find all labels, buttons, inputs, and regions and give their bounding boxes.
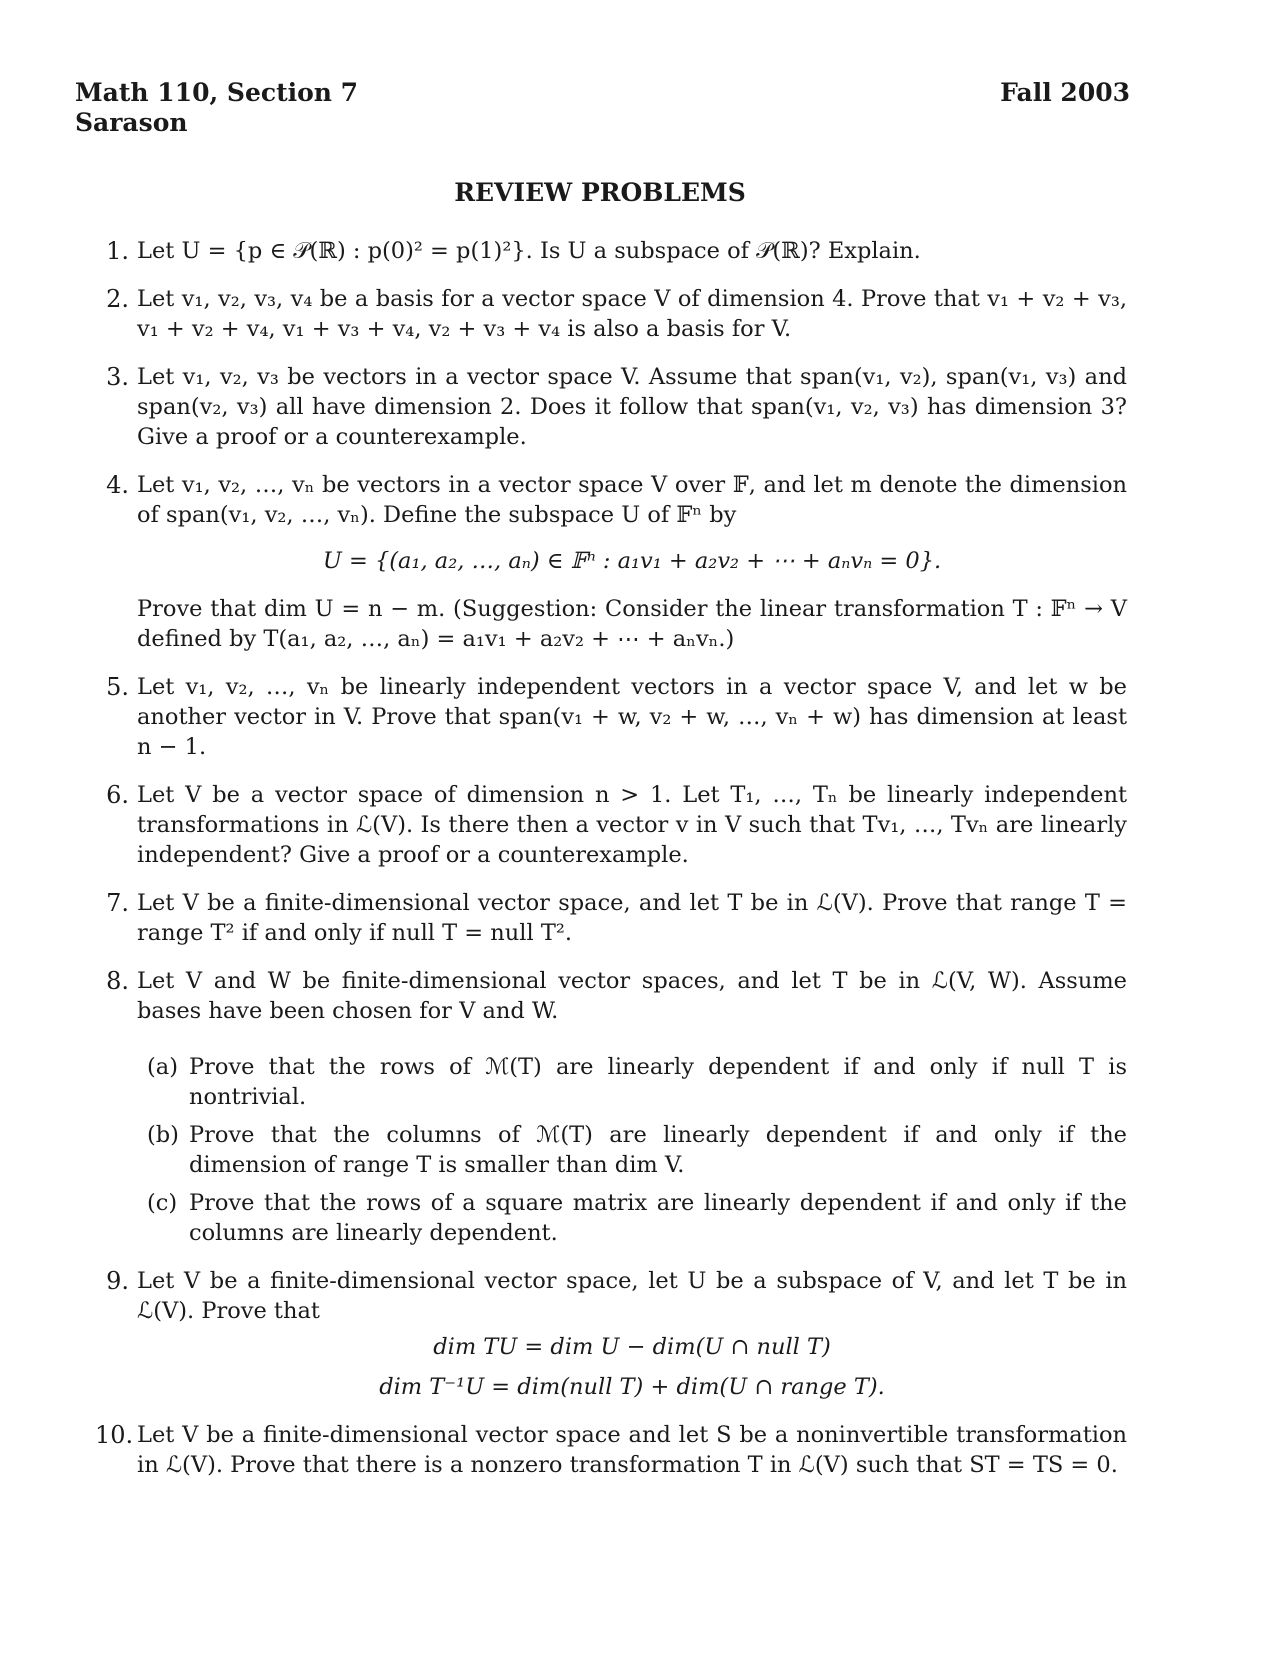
problem-number: 5.: [106, 673, 129, 701]
problem-text: Let v₁, v₂, v₃, v₄ be a basis for a vector space V of dimension 4. Prove that v₁ + v₂ + v₃, v₁ + v₂ + v₄, v₁ + v₃ + v₄, v₂ + v₃ + v₄ is also a basis for V.: [137, 286, 1127, 342]
problem-10: [95, 1420, 1127, 1480]
problem-2: [95, 284, 1127, 344]
problem-5: [95, 672, 1127, 762]
problem-text: Let v₁, v₂, v₃ be vectors in a vector space V. Assume that span(v₁, v₂), span(v₁, v₃) and span(v₂, v₃) all have dimension 2. Does it follow that span(v₁, v₂, v₃) has dimension 3? Give a proof or a counterexample.: [137, 364, 1127, 450]
sub-problem-label: (a): [147, 1054, 178, 1080]
sub-problem-label: (b): [147, 1122, 179, 1148]
display-equation: U = {(a₁, a₂, …, aₙ) ∈ 𝔽ⁿ : a₁v₁ + a₂v₂ + ⋯ + aₙvₙ = 0}.: [322, 548, 942, 574]
sub-problem-list: [147, 1052, 1127, 1248]
problem-6: [95, 780, 1127, 870]
problem-8: [95, 966, 1127, 1248]
problem-number: 3.: [106, 363, 129, 391]
problem-text: Let V be a finite-dimensional vector space, let U be a subspace of V, and let T be in ℒ(V). Prove that: [137, 1268, 1127, 1324]
sub-problem-text: Prove that the rows of a square matrix are linearly dependent if and only if the columns are linearly dependent.: [189, 1190, 1127, 1246]
problem-number: 6.: [106, 781, 129, 809]
sub-problem-text: Prove that the rows of ℳ(T) are linearly dependent if and only if null T is nontrivial.: [189, 1054, 1127, 1110]
problem-4: [95, 470, 1127, 654]
sub-problem-label: (c): [147, 1190, 178, 1216]
problem-text: Let v₁, v₂, …, vₙ be vectors in a vector space V over 𝔽, and let m denote the dimension of span(v₁, v₂, …, vₙ). Define the subspace U of 𝔽ⁿ by: [137, 472, 1127, 528]
header-left: [75, 78, 358, 138]
instructor-name: Sarason: [75, 108, 188, 137]
problem-text: Let V be a vector space of dimension n > 1. Let T₁, …, Tₙ be linearly independent transformations in ℒ(V). Is there then a vector v in V such that Tv₁, …, Tvₙ are linearly independent? Give a proof or a counterexample.: [137, 782, 1127, 868]
problem-text: Let v₁, v₂, …, vₙ be linearly independent vectors in a vector space V, and let w be another vector in V. Prove that span(v₁ + w, v₂ + w, …, vₙ + w) has dimension at least n − 1.: [137, 674, 1127, 760]
problem-number: 7.: [106, 889, 129, 917]
problem-1: [95, 236, 1127, 266]
problem-text: Let V be a finite-dimensional vector space and let S be a noninvertible transformation in ℒ(V). Prove that there is a nonzero transformation T in ℒ(V) such that ST = TS = 0.: [137, 1422, 1127, 1478]
sub-problem-text: Prove that the columns of ℳ(T) are linearly dependent if and only if the dimension of range T is smaller than dim V.: [189, 1122, 1127, 1178]
problem-text: Let V be a finite-dimensional vector space, and let T be in ℒ(V). Prove that range T = range T² if and only if null T = null T².: [137, 890, 1127, 946]
problem-text: Let U = {p ∈ 𝒫(ℝ) : p(0)² = p(1)²}. Is U a subspace of 𝒫(ℝ)? Explain.: [137, 238, 921, 264]
sub-problem-b: [147, 1120, 1127, 1180]
problem-list: [95, 236, 1127, 1498]
sub-problem-a: [147, 1052, 1127, 1112]
problem-number: 2.: [106, 285, 129, 313]
problem-text: Let V and W be finite-dimensional vector spaces, and let T be in ℒ(V, W). Assume bases have been chosen for V and W.: [137, 968, 1127, 1024]
problem-number: 10.: [95, 1421, 134, 1449]
problem-number: 4.: [106, 471, 129, 499]
display-equation-1: dim TU = dim U − dim(U ∩ null T): [433, 1334, 831, 1360]
problem-number: 1.: [106, 237, 129, 265]
display-equation-2: dim T⁻¹U = dim(null T) + dim(U ∩ range T).: [379, 1374, 885, 1400]
term-label: Fall 2003: [1000, 78, 1130, 107]
page-title: REVIEW PROBLEMS: [454, 178, 746, 207]
problem-number: 8.: [106, 967, 129, 995]
problem-7: [95, 888, 1127, 948]
course-name: Math 110, Section 7: [75, 78, 359, 107]
problem-followup-text: Prove that dim U = n − m. (Suggestion: Consider the linear transformation T : 𝔽ⁿ → V defined by T(a₁, a₂, …, aₙ) = a₁v₁ + a₂v₂ + ⋯ + aₙvₙ.): [137, 596, 1127, 652]
problem-number: 9.: [106, 1267, 129, 1295]
sub-problem-c: [147, 1188, 1127, 1248]
problem-3: [95, 362, 1127, 452]
problem-9: [95, 1266, 1127, 1402]
